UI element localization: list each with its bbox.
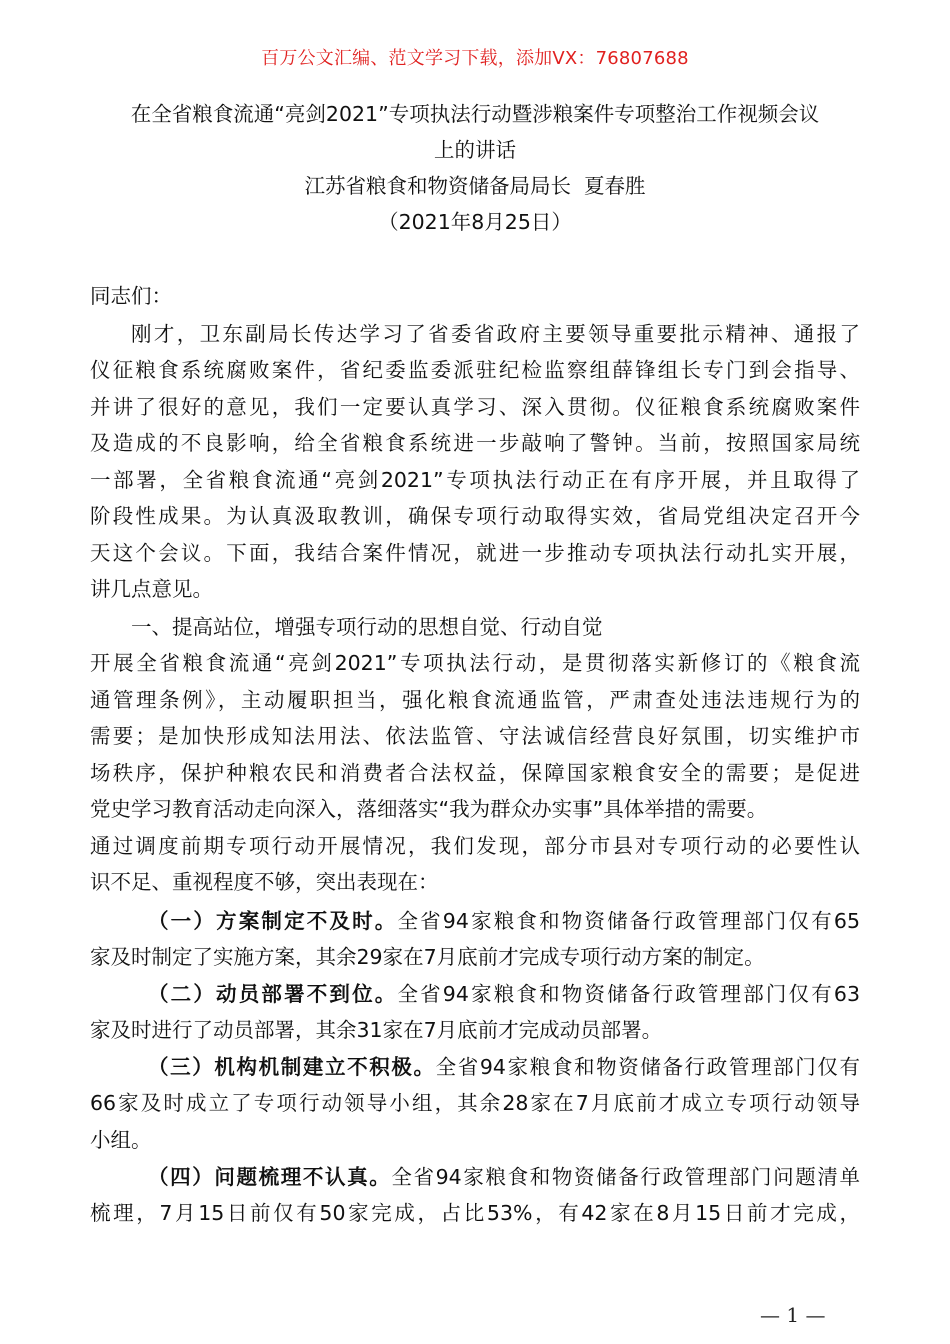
intro-paragraph-line: 讲几点意见。 [90, 577, 213, 601]
section-paragraph-line: 通过调度前期专项行动开展情况，我们发现，部分市县对专项行动的必要性认 [90, 834, 860, 858]
section-paragraph-line: 通管理条例》，主动履职担当，强化粮食流通监管，严肃查处违法违规行为的 [90, 688, 860, 712]
finding-item-1 [90, 903, 860, 939]
intro-paragraph-line: 阶段性成果。为认真汲取教训，确保专项行动取得实效，省局党组决定召开今 [90, 504, 860, 528]
finding-item-3 [90, 1049, 860, 1085]
finding-text: 全省94家粮食和物资储备行政管理部门仅有63 [397, 982, 860, 1006]
finding-label: （三）机构机制建立不积极。 [148, 1055, 436, 1079]
speaker-line: 江苏省粮食和物资储备局局长 夏春胜 [304, 174, 646, 198]
document-title-line-1: 在全省粮食流通“亮剑2021”专项执法行动暨涉粮案件专项整治工作视频会议 [130, 102, 820, 126]
intro-paragraph-line: 天这个会议。下面，我结合案件情况，就进一步推动专项执法行动扎实开展， [90, 541, 860, 565]
intro-paragraph-line: 并讲了很好的意见，我们一定要认真学习、深入贯彻。仪征粮食系统腐败案件 [90, 395, 860, 419]
speech-date: （2021年8月25日） [378, 210, 572, 234]
finding-text-line: 家及时进行了动员部署，其余31家在7月底前才完成动员部署。 [90, 1018, 663, 1042]
section-paragraph-line: 场秩序，保护种粮农民和消费者合法权益，保障国家粮食安全的需要；是促进 [90, 761, 860, 785]
finding-text: 全省94家粮食和物资储备行政管理部门仅有65 [397, 909, 860, 933]
page-number: — 1 — [760, 1303, 826, 1327]
finding-item-4 [90, 1159, 860, 1195]
finding-text-line: 小组。 [90, 1128, 152, 1152]
intro-paragraph-line: 仪征粮食系统腐败案件，省纪委监委派驻纪检监察组薛锋组长专门到会指导、 [90, 358, 860, 382]
intro-paragraph-line: 及造成的不良影响，给全省粮食系统进一步敲响了警钟。当前，按照国家局统 [90, 431, 860, 455]
section-paragraph-line: 识不足、重视程度不够，突出表现在： [90, 870, 439, 894]
finding-label: （二）动员部署不到位。 [148, 982, 398, 1006]
finding-label: （四）问题梳理不认真。 [148, 1165, 392, 1189]
finding-text-line: 梳理，7月15日前仅有50家完成，占比53%，有42家在8月15日前才完成， [90, 1201, 860, 1225]
watermark-banner: 百万公文汇编、范文学习下载，添加VX：76807688 [261, 48, 689, 69]
finding-item-2 [90, 976, 860, 1012]
finding-text: 全省94家粮食和物资储备行政管理部门仅有 [435, 1055, 860, 1079]
document-title-line-2: 上的讲话 [434, 138, 516, 162]
section-paragraph-line: 需要；是加快形成知法用法、依法监管、守法诚信经营良好氛围，切实维护市 [90, 724, 860, 748]
intro-paragraph-line: 刚才，卫东副局长传达学习了省委省政府主要领导重要批示精神、通报了 [131, 322, 860, 346]
section-paragraph-line: 党史学习教育活动走向深入，落细落实“我为群众办实事”具体举措的需要。 [90, 797, 768, 821]
finding-label: （一）方案制定不及时。 [148, 909, 398, 933]
finding-text: 全省94家粮食和物资储备行政管理部门问题清单 [391, 1165, 860, 1189]
intro-paragraph-line: 一部署，全省粮食流通“亮剑2021”专项执法行动正在有序开展，并且取得了 [90, 468, 860, 492]
finding-text-line: 66家及时成立了专项行动领导小组，其余28家在7月底前才成立专项行动领导 [90, 1091, 860, 1115]
section-heading: 一、提高站位，增强专项行动的思想自觉、行动自觉 [131, 615, 603, 639]
finding-text-line: 家及时制定了实施方案，其余29家在7月底前才完成专项行动方案的制定。 [90, 945, 765, 969]
section-paragraph-line: 开展全省粮食流通“亮剑2021”专项执法行动，是贯彻落实新修订的《粮食流 [90, 651, 860, 675]
salutation: 同志们： [90, 284, 172, 308]
